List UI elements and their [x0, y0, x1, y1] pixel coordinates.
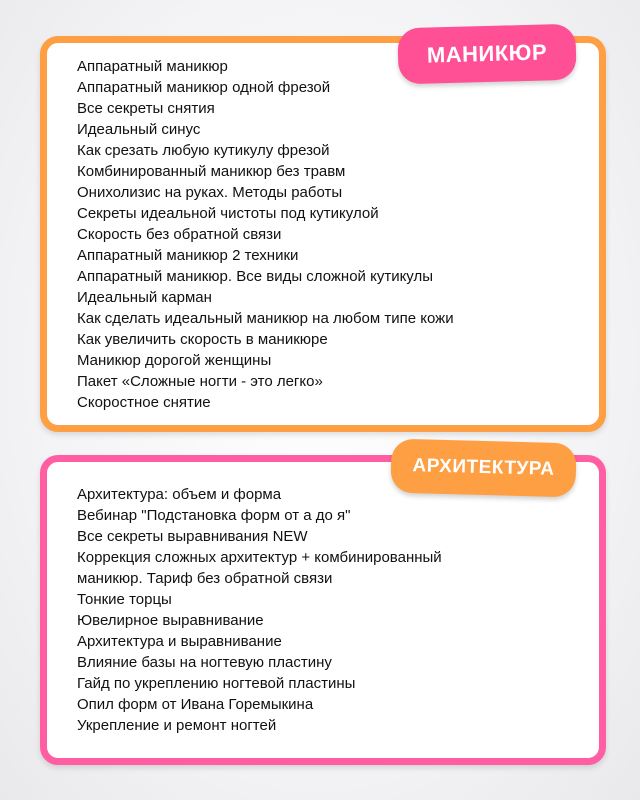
list-item: Коррекция сложных архитектур + комбинированный: [77, 549, 442, 566]
list-item: Тонкие торцы: [77, 591, 172, 608]
list-item: Влияние базы на ногтевую пластину: [77, 654, 332, 671]
architecture-course-card: [40, 455, 606, 765]
list-item: маникюр. Тариф без обратной связи: [77, 570, 333, 587]
manicure-course-list: [77, 56, 454, 413]
list-item: Аппаратный маникюр: [77, 58, 228, 75]
list-item: Ювелирное выравнивание: [77, 612, 264, 629]
manicure-course-card: [40, 36, 606, 432]
list-item: Идеальный карман: [77, 289, 212, 306]
list-item: Маникюр дорогой женщины: [77, 352, 272, 369]
list-item: Скоростное снятие: [77, 394, 211, 411]
list-item: Как увеличить скорость в маникюре: [77, 331, 328, 348]
list-item: Комбинированный маникюр без травм: [77, 163, 346, 180]
list-item: Идеальный синус: [77, 121, 201, 138]
list-item: Вебинар "Подстановка форм от а до я": [77, 507, 351, 524]
architecture-course-list: [77, 484, 442, 736]
architecture-section-title: АРХИТЕКТУРА: [390, 439, 576, 498]
list-item: Как срезать любую кутикулу фрезой: [77, 142, 330, 159]
list-item: Все секреты выравнивания NEW: [77, 528, 308, 545]
list-item: Архитектура: объем и форма: [77, 486, 282, 503]
list-item: Секреты идеальной чистоты под кутикулой: [77, 205, 379, 222]
list-item: Все секреты снятия: [77, 100, 215, 117]
list-item: Скорость без обратной связи: [77, 226, 282, 243]
manicure-section-title: МАНИКЮР: [397, 24, 576, 85]
list-item: Гайд по укреплению ногтевой пластины: [77, 675, 356, 692]
list-item: Опил форм от Ивана Горемыкина: [77, 696, 314, 713]
list-item: Онихолизис на руках. Методы работы: [77, 184, 343, 201]
list-item: Аппаратный маникюр одной фрезой: [77, 79, 331, 96]
list-item: Как сделать идеальный маникюр на любом типе кожи: [77, 310, 454, 327]
list-item: Архитектура и выравнивание: [77, 633, 282, 650]
list-item: Аппаратный маникюр 2 техники: [77, 247, 299, 264]
list-item: Укрепление и ремонт ногтей: [77, 717, 277, 734]
list-item: Пакет «Сложные ногти - это легко»: [77, 373, 323, 390]
list-item: Аппаратный маникюр. Все виды сложной кутикулы: [77, 268, 434, 285]
